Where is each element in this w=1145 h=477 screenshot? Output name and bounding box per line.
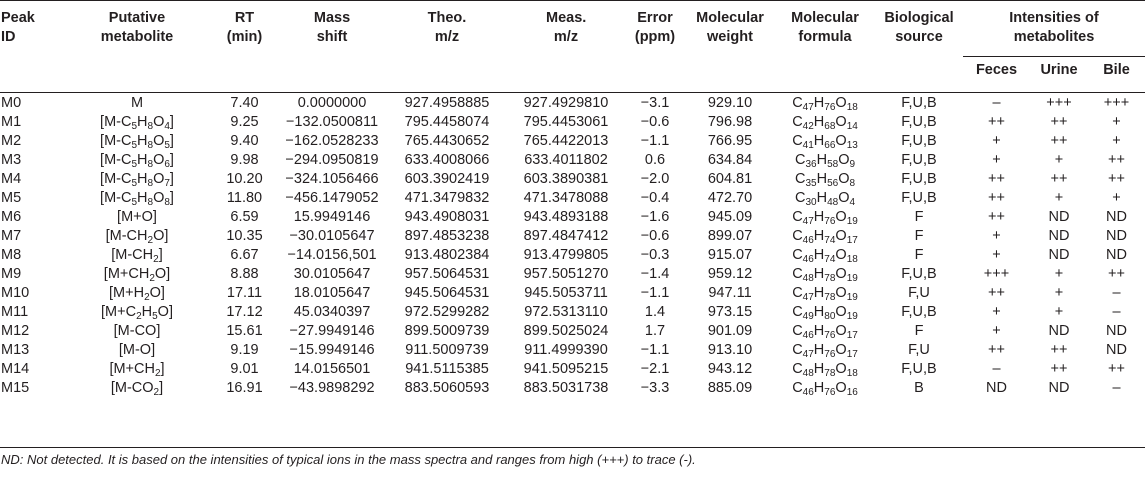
cell-meas-mz: 945.5053711 [524, 285, 608, 301]
cell-mass-shift: −27.9949146 [289, 323, 375, 339]
cell-molecular-formula: $C_{48}H_{78}O_{19}$ [792, 266, 858, 284]
cell-error: −1.1 [640, 285, 670, 301]
cell-peak-id: M5 [1, 190, 22, 206]
cell-metabolite: $[M-C_5H_8O_6]$ [100, 152, 174, 170]
cell-meas-mz: 941.5095215 [523, 361, 609, 377]
cell-peak-id: M7 [1, 228, 22, 244]
cell-biological-source: F,U,B [901, 266, 937, 282]
cell-peak-id: M1 [1, 114, 22, 130]
cell-molecular-formula: $C_{46}H_{74}O_{18}$ [792, 247, 858, 265]
cell-meas-mz: 943.4893188 [523, 209, 609, 225]
header-mass-shift-text: Mass shift [313, 10, 351, 45]
header-metabolite-text: Putative metabolite [100, 10, 174, 45]
cell-urine-intensity: + [1054, 304, 1064, 320]
cell-molecular-formula: $C_{49}H_{80}O_{19}$ [792, 304, 858, 322]
cell-meas-mz: 972.5313110 [524, 304, 608, 320]
table-row [0, 84, 1145, 113]
cell-error: −1.1 [640, 133, 670, 149]
header-intensities-text: Intensities of metabolites [1009, 10, 1099, 45]
cell-error: −2.0 [640, 171, 670, 187]
cell-feces-intensity: ++ [988, 285, 1005, 301]
cell-meas-mz: 899.5025024 [523, 323, 609, 339]
cell-bile-intensity: ++ [1108, 266, 1125, 282]
table-row [0, 189, 1145, 208]
cell-theo-mz: 941.5115385 [405, 361, 489, 377]
cell-molecular-weight: 945.09 [707, 209, 753, 225]
cell-urine-intensity: + [1054, 152, 1064, 168]
cell-metabolite: [M-O] [118, 342, 156, 358]
cell-bile-intensity: ++ [1108, 171, 1125, 187]
cell-urine-intensity: ++ [1050, 171, 1068, 187]
cell-urine-intensity: + [1054, 285, 1064, 301]
cell-peak-id: M6 [1, 209, 22, 225]
table-row [0, 246, 1145, 265]
header-mw [685, 3, 775, 84]
cell-urine-intensity: +++ [1046, 95, 1072, 111]
cell-meas-mz: 927.4929810 [523, 95, 609, 111]
cell-molecular-weight: 766.95 [707, 133, 753, 149]
cell-theo-mz: 633.4008066 [404, 152, 490, 168]
cell-feces-intensity: ++ [988, 342, 1005, 358]
cell-mass-shift: −43.9898292 [289, 380, 375, 396]
cell-urine-intensity: ++ [1050, 361, 1068, 377]
cell-urine-intensity: ND [1048, 228, 1070, 244]
cell-molecular-weight: 796.98 [707, 114, 753, 130]
cell-molecular-formula: $C_{30}H_{48}O_4$ [794, 190, 856, 208]
cell-molecular-weight: 604.81 [707, 171, 753, 187]
cell-meas-mz: 883.5031738 [523, 380, 609, 396]
header-theo-text: Theo. m/z [427, 10, 467, 45]
cell-bile-intensity: + [1112, 114, 1121, 130]
cell-biological-source: F,U,B [901, 133, 937, 149]
cell-rt: 15.61 [226, 323, 263, 339]
cell-molecular-weight: 472.70 [707, 190, 753, 206]
table-row [0, 322, 1145, 341]
table-row [0, 265, 1145, 284]
cell-feces-intensity: + [992, 323, 1001, 339]
table-row [0, 341, 1145, 360]
cell-molecular-formula: $C_{47}H_{76}O_{19}$ [792, 209, 858, 227]
cell-molecular-weight: 901.09 [707, 323, 753, 339]
cell-metabolite: [M-CO] [113, 323, 161, 339]
cell-theo-mz: 471.3479832 [404, 190, 490, 206]
cell-meas-mz: 913.4799805 [523, 247, 609, 263]
cell-error: −0.6 [640, 228, 670, 244]
cell-urine-intensity: ++ [1050, 133, 1068, 149]
header-peak-id [0, 3, 62, 84]
cell-metabolite: $[M-C_5H_8O_8]$ [100, 190, 174, 208]
cell-meas-mz: 795.4453061 [523, 114, 609, 130]
cell-peak-id: M8 [1, 247, 22, 263]
cell-meas-mz: 911.4999390 [524, 342, 608, 358]
cell-molecular-weight: 634.84 [707, 152, 753, 168]
table-row [0, 227, 1145, 246]
cell-rt: 10.20 [226, 171, 263, 187]
cell-urine-intensity: ND [1048, 323, 1070, 339]
cell-biological-source: F,U [908, 285, 930, 301]
cell-peak-id: M13 [1, 342, 30, 358]
cell-biological-source: F,U,B [901, 304, 937, 320]
cell-error: −0.4 [640, 190, 670, 206]
cell-mass-shift: −162.0528233 [285, 133, 379, 149]
top-rule [0, 0, 1145, 1]
cell-metabolite: $[M-C_5H_8O_5]$ [100, 133, 174, 151]
cell-molecular-formula: $C_{47}H_{76}O_{17}$ [792, 342, 858, 360]
header-rt-text: RT (min) [226, 10, 263, 45]
cell-mass-shift: 18.0105647 [293, 285, 371, 301]
cell-biological-source: F [914, 209, 924, 225]
cell-urine-intensity: ++ [1050, 342, 1068, 358]
cell-theo-mz: 795.4458074 [404, 114, 490, 130]
table-row [0, 151, 1145, 170]
cell-rt: 9.19 [230, 342, 259, 358]
cell-bile-intensity: ++ [1108, 361, 1125, 377]
cell-molecular-formula: $C_{47}H_{78}O_{19}$ [792, 285, 858, 303]
cell-molecular-weight: 973.15 [707, 304, 753, 320]
cell-rt: 11.80 [226, 190, 263, 206]
footnote: ND: Not detected. It is based on the intensities of typical ions in the mass spectra and ranges from high (+++) to trace (-). [1, 452, 696, 467]
cell-theo-mz: 945.5064531 [404, 285, 490, 301]
cell-meas-mz: 633.4011802 [524, 152, 608, 168]
table-body [0, 84, 1145, 402]
table-row [0, 379, 1145, 402]
cell-metabolite: $[M+C_2H_5O]$ [101, 304, 173, 322]
cell-biological-source: F,U,B [901, 190, 937, 206]
cell-metabolite: $[M-CH_2O]$ [105, 228, 169, 246]
cell-molecular-formula: $C_{42}H_{68}O_{14}$ [792, 114, 858, 132]
cell-rt: 16.91 [226, 380, 263, 396]
cell-rt: 9.40 [230, 133, 259, 149]
cell-bile-intensity: ND [1106, 342, 1127, 358]
cell-molecular-formula: $C_{48}H_{78}O_{18}$ [792, 361, 858, 379]
header-mass-shift [277, 3, 387, 84]
cell-biological-source: F,U,B [901, 114, 937, 130]
cell-urine-intensity: ND [1048, 247, 1070, 263]
cell-metabolite: $[M-C_5H_8O_4]$ [100, 114, 174, 132]
cell-molecular-weight: 915.07 [707, 247, 753, 263]
cell-bile-intensity: ND [1106, 247, 1127, 263]
cell-rt: 9.98 [230, 152, 259, 168]
cell-rt: 10.35 [226, 228, 263, 244]
cell-rt: 17.12 [226, 304, 263, 320]
cell-molecular-formula: $C_{46}H_{76}O_{17}$ [792, 323, 858, 341]
cell-urine-intensity: + [1054, 190, 1064, 206]
cell-peak-id: M0 [1, 95, 22, 111]
cell-urine-intensity: + [1054, 266, 1064, 282]
cell-peak-id: M4 [1, 171, 22, 187]
cell-peak-id: M14 [1, 361, 30, 377]
cell-peak-id: M12 [1, 323, 30, 339]
cell-mass-shift: −15.9949146 [289, 342, 375, 358]
cell-molecular-formula: $C_{46}H_{74}O_{17}$ [792, 228, 858, 246]
table-row [0, 208, 1145, 227]
cell-feces-intensity: + [992, 304, 1001, 320]
cell-mass-shift: −132.0500811 [285, 114, 379, 130]
cell-biological-source: F [914, 323, 924, 339]
cell-metabolite: M [130, 95, 144, 111]
cell-molecular-weight: 899.07 [707, 228, 753, 244]
cell-theo-mz: 883.5060593 [404, 380, 490, 396]
cell-theo-mz: 913.4802384 [404, 247, 490, 263]
cell-molecular-weight: 943.12 [707, 361, 753, 377]
cell-meas-mz: 603.3890381 [523, 171, 609, 187]
cell-feces-intensity: ND [986, 380, 1007, 396]
cell-error: 1.7 [644, 323, 666, 339]
header-intensities [963, 3, 1145, 57]
cell-error: −1.4 [640, 266, 670, 282]
cell-molecular-formula: $C_{47}H_{76}O_{18}$ [792, 95, 858, 113]
cell-peak-id: M9 [1, 266, 22, 282]
metabolite-table [0, 3, 1145, 402]
cell-urine-intensity: ND [1048, 209, 1070, 225]
cell-bile-intensity: – [1112, 285, 1121, 301]
header-rt [212, 3, 277, 84]
cell-peak-id: M3 [1, 152, 22, 168]
header-error [625, 3, 685, 84]
cell-urine-intensity: ND [1048, 380, 1070, 396]
cell-metabolite: $[M-CO_2]$ [110, 380, 164, 398]
cell-rt: 6.67 [230, 247, 259, 263]
cell-biological-source: F,U,B [901, 171, 937, 187]
cell-rt: 6.59 [230, 209, 259, 225]
header-urine: Urine [1030, 57, 1088, 85]
cell-mass-shift: 45.0340397 [293, 304, 371, 320]
cell-rt: 8.88 [230, 266, 259, 282]
cell-biological-source: F [914, 228, 924, 244]
cell-peak-id: M2 [1, 133, 22, 149]
cell-mass-shift: −456.1479052 [285, 190, 379, 206]
cell-mass-shift: 0.0000000 [297, 95, 367, 111]
cell-urine-intensity: ++ [1050, 114, 1068, 130]
header-metabolite [62, 3, 212, 84]
cell-rt: 7.40 [230, 95, 259, 111]
cell-biological-source: B [914, 380, 924, 396]
cell-mass-shift: 14.0156501 [293, 361, 371, 377]
header-peak-id-text: Peak ID [1, 10, 35, 45]
cell-theo-mz: 897.4853238 [404, 228, 490, 244]
cell-theo-mz: 899.5009739 [404, 323, 490, 339]
cell-biological-source: F,U [908, 342, 930, 358]
cell-feces-intensity: +++ [983, 266, 1010, 282]
cell-peak-id: M15 [1, 380, 30, 396]
header-meas [507, 3, 625, 84]
cell-error: −0.6 [640, 114, 670, 130]
cell-mass-shift: −324.1056466 [285, 171, 379, 187]
cell-molecular-weight: 929.10 [707, 95, 753, 111]
header-meas-text: Meas. m/z [546, 10, 587, 45]
cell-feces-intensity: ++ [988, 190, 1005, 206]
cell-theo-mz: 911.5009739 [405, 342, 489, 358]
cell-mass-shift: 30.0105647 [293, 266, 371, 282]
cell-meas-mz: 897.4847412 [523, 228, 609, 244]
cell-feces-intensity: ++ [988, 171, 1005, 187]
cell-meas-mz: 957.5051270 [523, 266, 609, 282]
cell-theo-mz: 943.4908031 [404, 209, 490, 225]
cell-error: −3.3 [640, 380, 670, 396]
cell-metabolite: $[M+CH_2O]$ [103, 266, 171, 284]
table-row [0, 113, 1145, 132]
cell-bile-intensity: – [1112, 304, 1121, 320]
cell-rt: 9.25 [230, 114, 259, 130]
cell-molecular-weight: 947.11 [708, 285, 752, 301]
cell-error: 1.4 [644, 304, 666, 320]
header-source-text: Biological source [884, 10, 954, 45]
header-mw-text: Molecular weight [696, 10, 764, 45]
cell-molecular-formula: $C_{35}H_{56}O_8$ [794, 171, 856, 189]
cell-biological-source: F [914, 247, 924, 263]
cell-rt: 17.11 [226, 285, 263, 301]
cell-theo-mz: 603.3902419 [404, 171, 490, 187]
cell-biological-source: F,U,B [901, 152, 937, 168]
cell-theo-mz: 957.5064531 [404, 266, 490, 282]
cell-theo-mz: 927.4958885 [404, 95, 490, 111]
cell-error: −3.1 [640, 95, 670, 111]
bottom-rule [0, 447, 1145, 448]
cell-mass-shift: −294.0950819 [285, 152, 379, 168]
cell-meas-mz: 765.4422013 [523, 133, 609, 149]
cell-error: −0.3 [640, 247, 670, 263]
cell-mass-shift: −30.0105647 [289, 228, 375, 244]
cell-bile-intensity: ++ [1108, 152, 1125, 168]
cell-meas-mz: 471.3478088 [523, 190, 609, 206]
cell-biological-source: F,U,B [901, 95, 937, 111]
cell-rt: 9.01 [230, 361, 259, 377]
cell-feces-intensity: ++ [988, 209, 1005, 225]
cell-feces-intensity: ++ [988, 114, 1005, 130]
cell-bile-intensity: ND [1106, 323, 1127, 339]
cell-bile-intensity: ND [1106, 209, 1127, 225]
cell-bile-intensity: ND [1106, 228, 1127, 244]
header-formula [775, 3, 875, 84]
table-row [0, 303, 1145, 322]
cell-metabolite: [M+O] [117, 209, 157, 225]
cell-feces-intensity: + [992, 228, 1001, 244]
cell-bile-intensity: – [1112, 380, 1121, 396]
cell-error: −1.6 [640, 209, 670, 225]
cell-metabolite: $[M-CH_2]$ [111, 247, 163, 265]
cell-peak-id: M10 [1, 285, 30, 301]
header-feces: Feces [963, 57, 1030, 85]
table-row [0, 360, 1145, 379]
cell-mass-shift: 15.9949146 [293, 209, 371, 225]
cell-molecular-formula: $C_{46}H_{76}O_{16}$ [792, 380, 858, 398]
cell-bile-intensity: + [1112, 133, 1121, 149]
cell-metabolite: $[M+H_2O]$ [109, 285, 165, 303]
cell-bile-intensity: +++ [1103, 95, 1130, 111]
table-row [0, 170, 1145, 189]
cell-feces-intensity: + [992, 152, 1001, 168]
cell-molecular-formula: $C_{41}H_{66}O_{13}$ [792, 133, 858, 151]
cell-error: −1.1 [640, 342, 670, 358]
cell-molecular-weight: 959.12 [707, 266, 753, 282]
header-error-text: Error (ppm) [634, 10, 676, 45]
cell-biological-source: F,U,B [901, 361, 937, 377]
cell-molecular-weight: 885.09 [707, 380, 753, 396]
cell-feces-intensity: – [992, 95, 1001, 111]
header-theo [387, 3, 507, 84]
cell-error: −2.1 [640, 361, 670, 377]
cell-theo-mz: 765.4430652 [404, 133, 490, 149]
cell-metabolite: $[M-C_5H_8O_7]$ [100, 171, 174, 189]
header-formula-text: Molecular formula [791, 10, 859, 45]
cell-theo-mz: 972.5299282 [404, 304, 490, 320]
header-source [875, 3, 963, 84]
cell-feces-intensity: + [992, 133, 1001, 149]
cell-mass-shift: −14.0156,501 [287, 247, 377, 263]
cell-molecular-formula: $C_{36}H_{58}O_9$ [794, 152, 856, 170]
cell-molecular-weight: 913.10 [707, 342, 753, 358]
cell-feces-intensity: – [992, 361, 1001, 377]
table-row [0, 132, 1145, 151]
cell-error: 0.6 [644, 152, 666, 168]
table-row [0, 284, 1145, 303]
cell-feces-intensity: + [992, 247, 1001, 263]
cell-bile-intensity: + [1112, 190, 1121, 206]
cell-metabolite: $[M+CH_2]$ [109, 361, 165, 379]
header-bile: Bile [1088, 57, 1145, 85]
cell-peak-id: M11 [1, 304, 29, 320]
